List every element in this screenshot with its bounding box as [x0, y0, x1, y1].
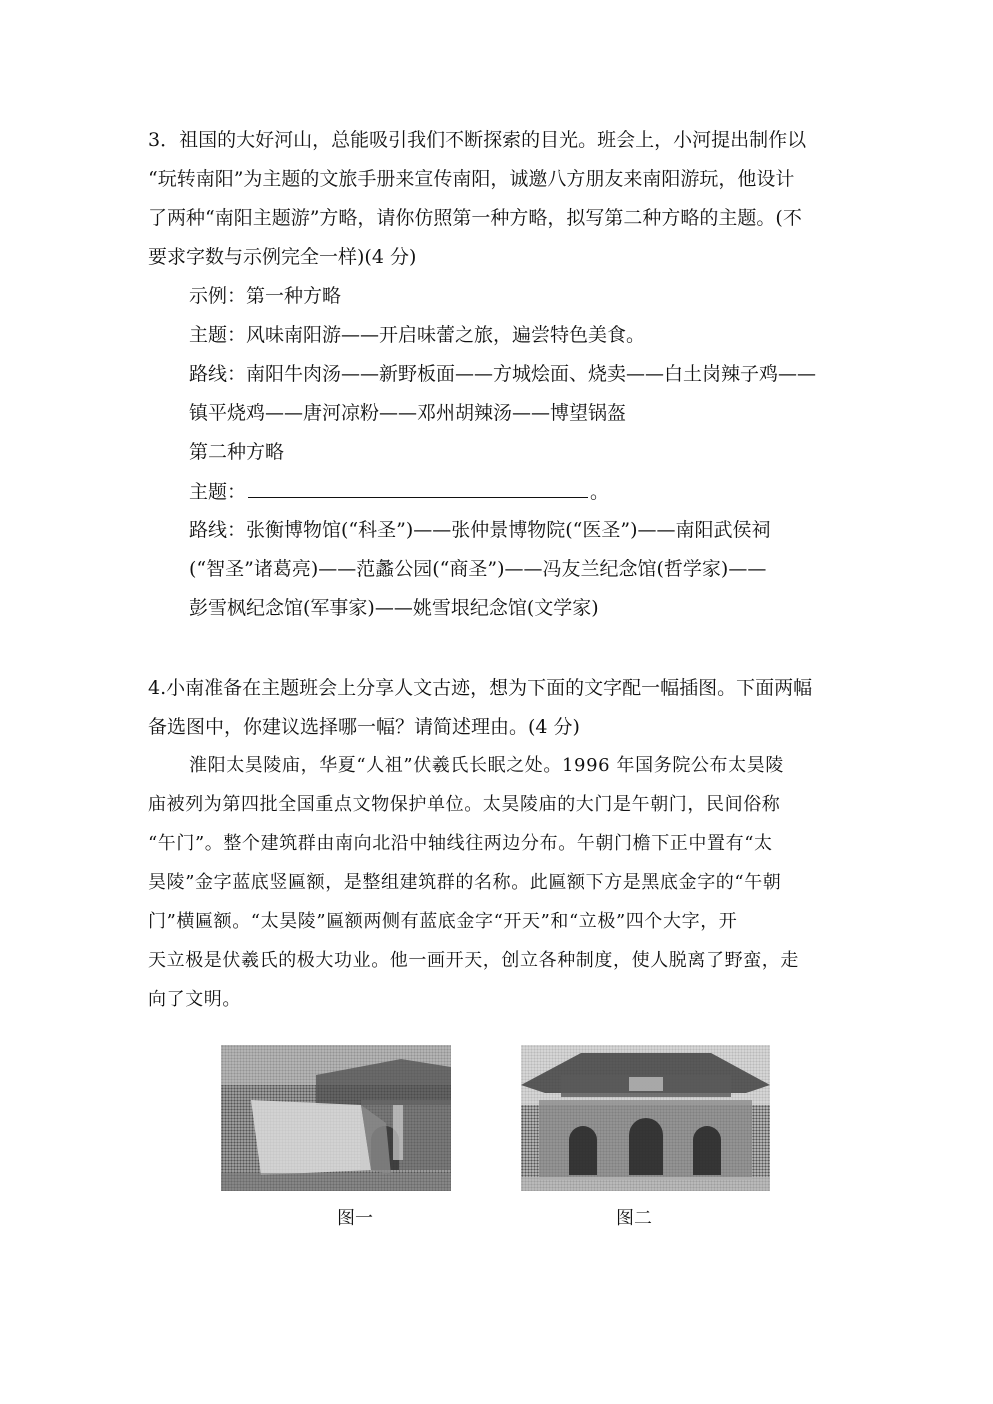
theme-suffix: 。: [590, 481, 610, 503]
second-route-line-1: 路线：张衡博物馆(“科圣”)——张仲景博物院(“医圣”)——南阳武侯祠: [189, 519, 771, 541]
figure-2-caption: 图二: [616, 1208, 652, 1229]
passage-line-1: 淮阳太昊陵庙，华夏“人祖”伏羲氏长眠之处。1996 年国务院公布太昊陵: [189, 755, 784, 776]
passage-line-7: 向了文明。: [148, 989, 241, 1010]
q3-line-1: 3．祖国的大好河山，总能吸引我们不断探索的目光。班会上，小河提出制作以: [148, 129, 807, 151]
passage-line-4: 昊陵”金字蓝底竖匾额，是整组建筑群的名称。此匾额下方是黑底金字的“午朝: [148, 872, 782, 893]
second-plan-label: 第二种方略: [189, 441, 285, 463]
q3-line-3: 了两种“南阳主题游”方略，请你仿照第一种方略，拟写第二种方略的主题。(不: [148, 207, 802, 229]
second-route-line-2: (“智圣”诸葛亮)——范蠡公园(“商圣”)——冯友兰纪念馆(哲学家)——: [189, 558, 767, 580]
q3-line-2: “玩转南阳”为主题的文旅手册来宣传南阳，诚邀八方朋友来南阳游玩，他设计: [148, 168, 795, 190]
example-theme: 主题：风味南阳游——开启味蕾之旅，遍尝特色美食。: [189, 324, 646, 346]
answer-blank[interactable]: [248, 479, 588, 498]
theme-prefix: 主题：: [189, 481, 247, 503]
passage-line-6: 天立极是伏羲氏的极大功业。他一画开天，创立各种制度，使人脱离了野蛮，走: [148, 950, 799, 971]
figure-1-photo: [221, 1045, 451, 1191]
second-route-line-3: 彭雪枫纪念馆(军事家)——姚雪垠纪念馆(文学家): [189, 597, 599, 619]
q4-line-1: 4.小南准备在主题班会上分享人文古迹，想为下面的文字配一幅插图。下面两幅: [148, 677, 813, 699]
passage-line-2: 庙被列为第四批全国重点文物保护单位。太昊陵庙的大门是午朝门，民间俗称: [148, 794, 781, 815]
example-route-line-2: 镇平烧鸡——唐河凉粉——邓州胡辣汤——博望锅盔: [189, 402, 627, 424]
second-plan-theme: [189, 479, 609, 504]
example-route-line-1: 路线：南阳牛肉汤——新野板面——方城烩面、烧卖——白土岗辣子鸡——: [189, 363, 817, 385]
q3-line-4: 要求字数与示例完全一样)(4 分): [148, 246, 417, 268]
q4-line-2: 备选图中，你建议选择哪一幅？请简述理由。(4 分): [148, 716, 580, 738]
figure-1-caption: 图一: [337, 1208, 373, 1229]
example-label: 示例：第一种方略: [189, 285, 342, 307]
figure-2-photo: [521, 1045, 770, 1191]
passage-line-5: 门”横匾额。“太昊陵”匾额两侧有蓝底金字“开天”和“立极”四个大字，开: [148, 911, 738, 932]
passage-line-3: “午门”。整个建筑群由南向北沿中轴线往两边分布。午朝门檐下正中置有“太: [148, 833, 773, 854]
